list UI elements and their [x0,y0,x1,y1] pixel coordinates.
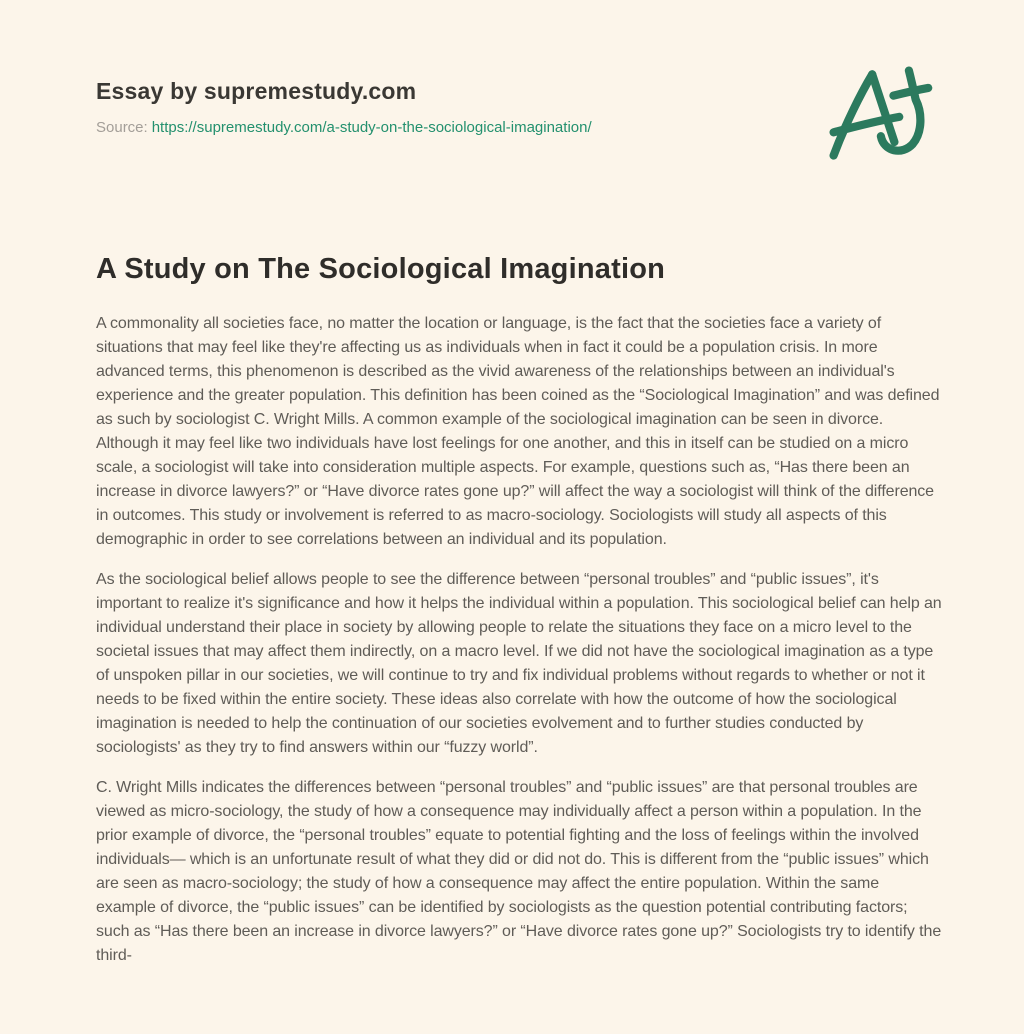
page-header [96,78,928,136]
essay-paragraph-1: A commonality all societies face, no matter the location or language, is the fact that the societies face a variety of situations that may feel like they're affecting us as individuals when in fact it could be a population crisis. In more advanced terms, this phenomenon is described as the vivid awareness of the relationships between an individual's experience and the greater population. This definition has been coined as the “Sociological Imagination” and was defined as such by sociologist C. Wright Mills. A common example of the sociological imagination can be seen in divorce. Although it may feel like two individuals have lost feelings for one another, and this in itself can be studied on a micro scale, a sociologist will take into consideration multiple aspects. For example, questions such as, “Has there been an increase in divorce lawyers?” or “Have divorce rates gone up?” will affect the way a sociologist will think of the difference in outcomes. This study or involvement is referred to as macro-sociology. Sociologists will study all aspects of this demographic in order to see correlations between an individual and its population. [96,315,940,548]
essay-body [96,312,942,968]
source-line [96,119,928,136]
essay-content [96,253,942,968]
a-plus-logo-icon [822,58,934,170]
source-link[interactable]: https://supremestudy.com/a-study-on-the-sociological-imagination/ [151,119,592,136]
essay-paragraph-3: C. Wright Mills indicates the differences between “personal troubles” and “public issues” are that personal troubles are viewed as micro-sociology, the study of how a consequence may individually affect a person within a population. In the prior example of divorce, the “personal troubles” equate to potential fighting and the loss of feelings within the involved individuals— which is an unfortunate result of what they did or did not do. This is different from the “public issues” which are seen as macro-sociology; the study of how a consequence may affect the entire population. Within the same example of divorce, the “public issues” can be identified by sociologists as the question potential contributing factors; such as “Has there been an increase in divorce lawyers?” or “Have divorce rates gone up?” Sociologists try to identify the third- [96,779,942,964]
source-label: Source: [96,119,148,136]
byline: Essay by supremestudy.com [96,78,417,104]
essay-paragraph-2: As the sociological belief allows people to see the difference between “personal troubles” and “public issues”, it's important to realize it's significance and how it helps the individual within a population. This sociological belief can help an individual understand their place in society by allowing people to relate the situations they face on a micro level to the societal issues that may affect them indirectly, on a macro level. If we did not have the sociological imagination as a type of unspoken pillar in our societies, we will continue to try and fix individual problems without regards to whether or not it needs to be fixed within the entire society. These ideas also correlate with how the outcome of how the sociological imagination is needed to help the continuation of our societies evolvement and to further studies conducted by sociologists' as they try to find answers within our “fuzzy world”. [96,571,942,756]
essay-title: A Study on The Sociological Imagination [96,253,666,285]
